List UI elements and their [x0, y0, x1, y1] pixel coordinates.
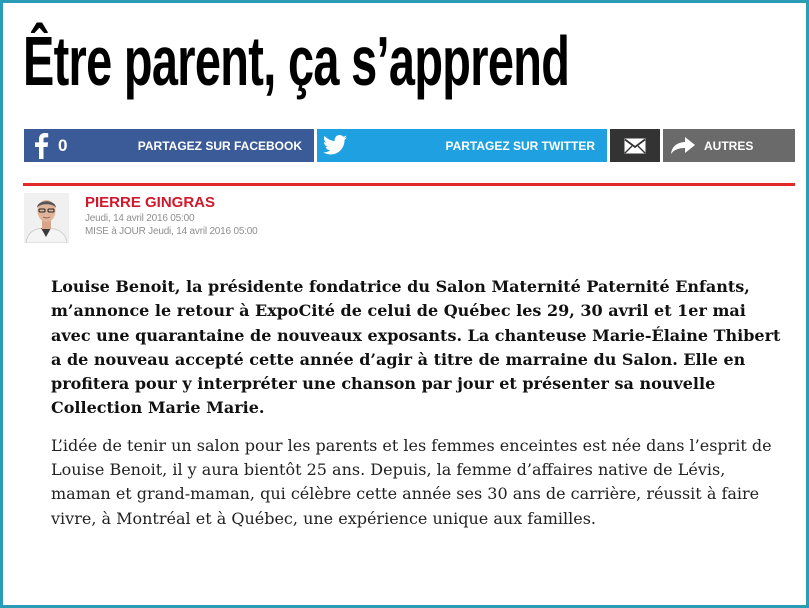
email-icon	[624, 138, 646, 154]
share-arrow-icon	[670, 136, 696, 155]
share-twitter-button[interactable]	[317, 129, 607, 162]
share-bar	[24, 129, 795, 162]
others-share-label: AUTRES	[704, 139, 754, 153]
article-paragraph: L’idée de tenir un salon pour les parents et les femmes enceintes est née dans l’esprit de Louise Benoit, il y aura bientôt 25 ans. Depuis, la femme d’affaires native de Lévis, maman et grand-maman, qui célèbre cette année ses 30 ans de carrière, réussit à faire vivre, à Montréal et à Québec, une expérience unique aux familles.	[51, 435, 772, 528]
share-email-button[interactable]	[610, 129, 660, 162]
twitter-icon	[323, 134, 347, 156]
share-others-button[interactable]	[663, 129, 795, 162]
share-facebook-button[interactable]	[24, 129, 314, 162]
update-date: MISE à JOUR Jeudi, 14 avril 2016 05:00	[85, 226, 258, 237]
facebook-icon	[33, 132, 49, 159]
article-body	[51, 275, 786, 531]
header-divider	[23, 183, 795, 186]
headline: Être parent, ça s’apprend	[23, 22, 570, 100]
twitter-share-label: PARTAGEZ SUR TWITTER	[445, 139, 595, 153]
facebook-share-label: PARTAGEZ SUR FACEBOOK	[137, 139, 302, 153]
article-lead: Louise Benoit, la présidente fondatrice du Salon Maternité Paternité Enfants, m’annonce le retour à ExpoCité de celui de Québec les 29, 30 avril et 1er mai avec une quarantaine de nouveaux exposants. La chanteuse Marie-Élaine Thibert a de nouveau accepté cette année d’agir à titre de marraine du Salon. Elle en profitera pour y interpréter une chanson par jour et présenter sa nouvelle Collection Marie Marie.	[51, 277, 781, 418]
facebook-share-count: 0	[58, 136, 68, 155]
author-name[interactable]: PIERRE GINGRAS	[85, 194, 216, 211]
author-avatar	[24, 193, 69, 243]
publish-date: Jeudi, 14 avril 2016 05:00	[85, 213, 195, 224]
